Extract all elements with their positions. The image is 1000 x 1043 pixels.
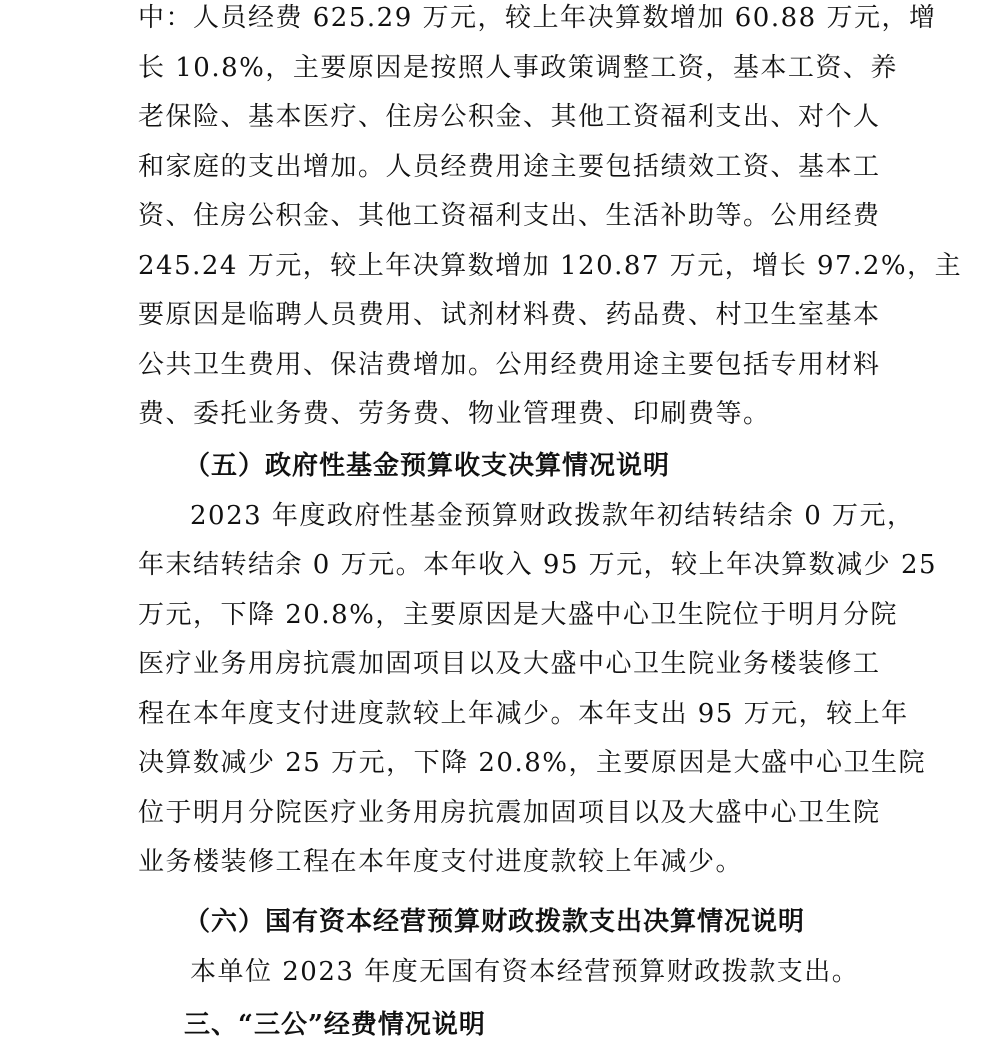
paragraph-line: 万元，下降 20.8%，主要原因是大盛中心卫生院位于明月分院 (138, 600, 898, 630)
paragraph-line: 长 10.8%，主要原因是按照人事政策调整工资，基本工资、养 (138, 53, 898, 83)
paragraph-line: 老保险、基本医疗、住房公积金、其他工资福利支出、对个人 (138, 102, 881, 132)
paragraph-line: 决算数减少 25 万元，下降 20.8%，主要原因是大盛中心卫生院 (138, 748, 926, 778)
paragraph-line: 年末结转结余 0 万元。本年收入 95 万元，较上年决算数减少 25 (138, 550, 938, 580)
paragraph-line: 费、委托业务费、劳务费、物业管理费、印刷费等。 (138, 399, 771, 429)
paragraph-line: 业务楼装修工程在本年度支付进度款较上年减少。 (138, 847, 744, 877)
paragraph-line: 要原因是临聘人员费用、试剂材料费、药品费、村卫生室基本 (138, 300, 881, 330)
paragraph-line: 资、住房公积金、其他工资福利支出、生活补助等。公用经费 (138, 201, 881, 231)
paragraph-line: 医疗业务用房抗震加固项目以及大盛中心卫生院业务楼装修工 (138, 649, 881, 679)
paragraph-line: 程在本年度支付进度款较上年减少。本年支出 95 万元，较上年 (138, 699, 909, 729)
paragraph-line: 中：人员经费 625.29 万元，较上年决算数增加 60.88 万元，增 (138, 3, 937, 33)
section-heading-six: （六）国有资本经营预算财政拨款支出决算情况说明 (184, 907, 806, 937)
paragraph-line: 公共卫生费用、保洁费增加。公用经费用途主要包括专用材料 (138, 350, 881, 380)
paragraph-line: 2023 年度政府性基金预算财政拨款年初结转结余 0 万元， (190, 501, 915, 531)
paragraph-line: 和家庭的支出增加。人员经费用途主要包括绩效工资、基本工 (138, 152, 881, 182)
paragraph-line: 位于明月分院医疗业务用房抗震加固项目以及大盛中心卫生院 (138, 798, 881, 828)
section-heading-five: （五）政府性基金预算收支决算情况说明 (184, 451, 671, 481)
section-heading-three: 三、“三公”经费情况说明 (184, 1010, 486, 1040)
paragraph-line: 本单位 2023 年度无国有资本经营预算财政拨款支出。 (190, 957, 860, 987)
paragraph-line: 245.24 万元，较上年决算数增加 120.87 万元，增长 97.2%，主 (138, 251, 963, 281)
